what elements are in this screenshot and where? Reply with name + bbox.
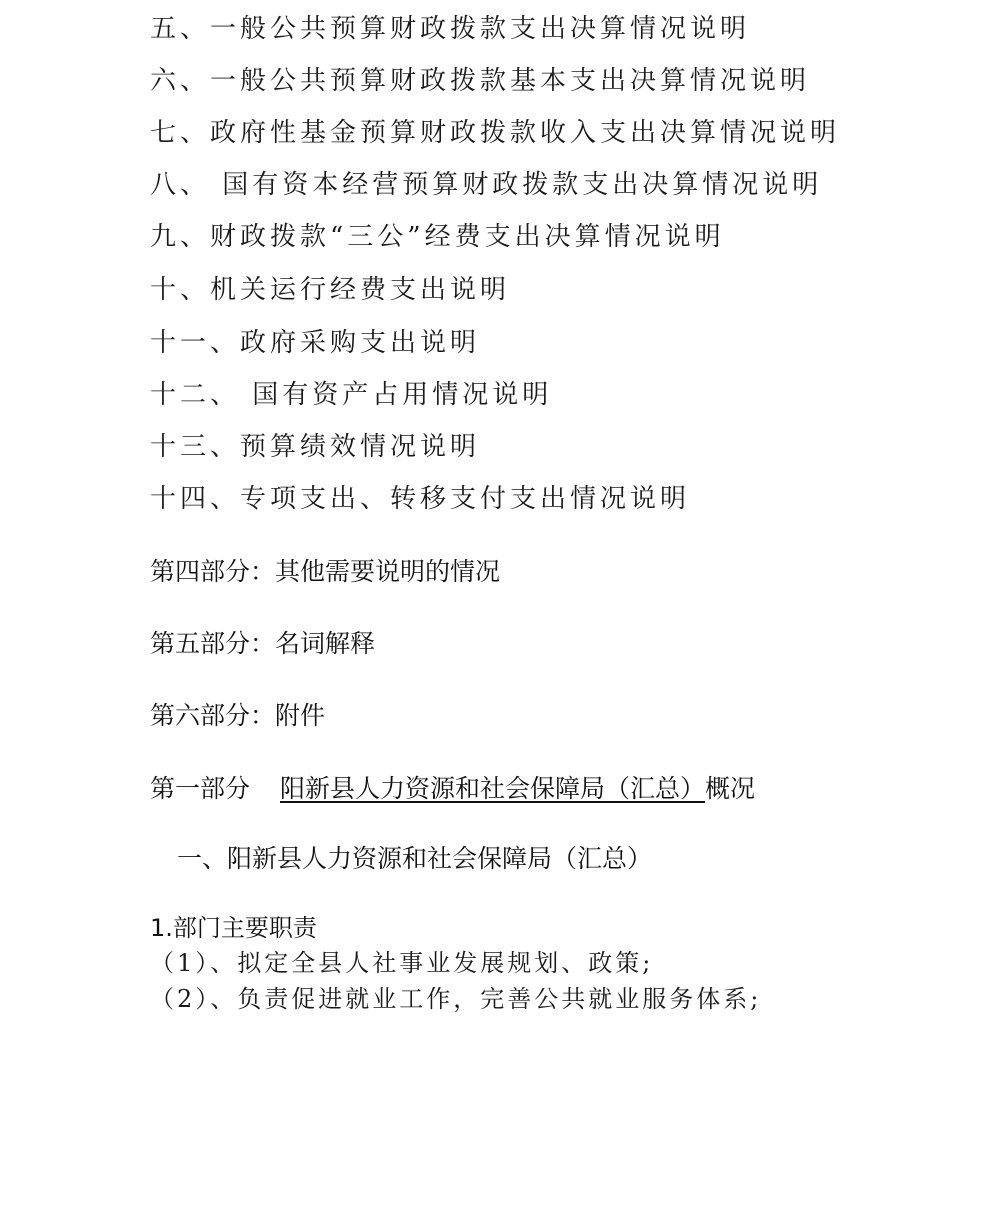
part-one-heading [150, 773, 755, 805]
toc-item-12: 十二、 国有资产占用情况说明 [150, 380, 553, 410]
toc-item-7: 七、政府性基金预算财政拨款收入支出决算情况说明 [150, 118, 841, 148]
toc-item-10: 十、机关运行经费支出说明 [150, 275, 511, 305]
part-one-label: 第一部分 [150, 774, 251, 803]
section-one-heading: 一、阳新县人力资源和社会保障局（汇总） [177, 844, 653, 873]
part-four-heading: 第四部分：其他需要说明的情况 [150, 557, 501, 586]
toc-item-13: 十三、预算绩效情况说明 [150, 432, 481, 462]
toc-item-9: 九、财政拨款“三公”经费支出决算情况说明 [150, 222, 725, 252]
part-five-heading: 第五部分：名词解释 [150, 629, 376, 658]
duties-heading: 1.部门主要职责 [150, 914, 317, 942]
part-one-suffix: 概况 [705, 774, 756, 803]
part-one-org-name: 阳新县人力资源和社会保障局（汇总） [280, 774, 706, 803]
toc-item-6: 六、一般公共预算财政拨款基本支出决算情况说明 [150, 66, 811, 96]
toc-item-5: 五、一般公共预算财政拨款支出决算情况说明 [150, 14, 751, 44]
duty-item-2: （2）、负责促进就业工作，完善公共就业服务体系; [150, 985, 762, 1013]
duty-item-1: （1）、拟定全县人社事业发展规划、政策; [150, 949, 654, 977]
toc-item-8: 八、 国有资本经营预算财政拨款支出决算情况说明 [150, 170, 823, 200]
toc-item-11: 十一、政府采购支出说明 [150, 328, 481, 358]
toc-item-14: 十四、专项支出、转移支付支出情况说明 [150, 484, 691, 514]
part-six-heading: 第六部分：附件 [150, 701, 326, 730]
